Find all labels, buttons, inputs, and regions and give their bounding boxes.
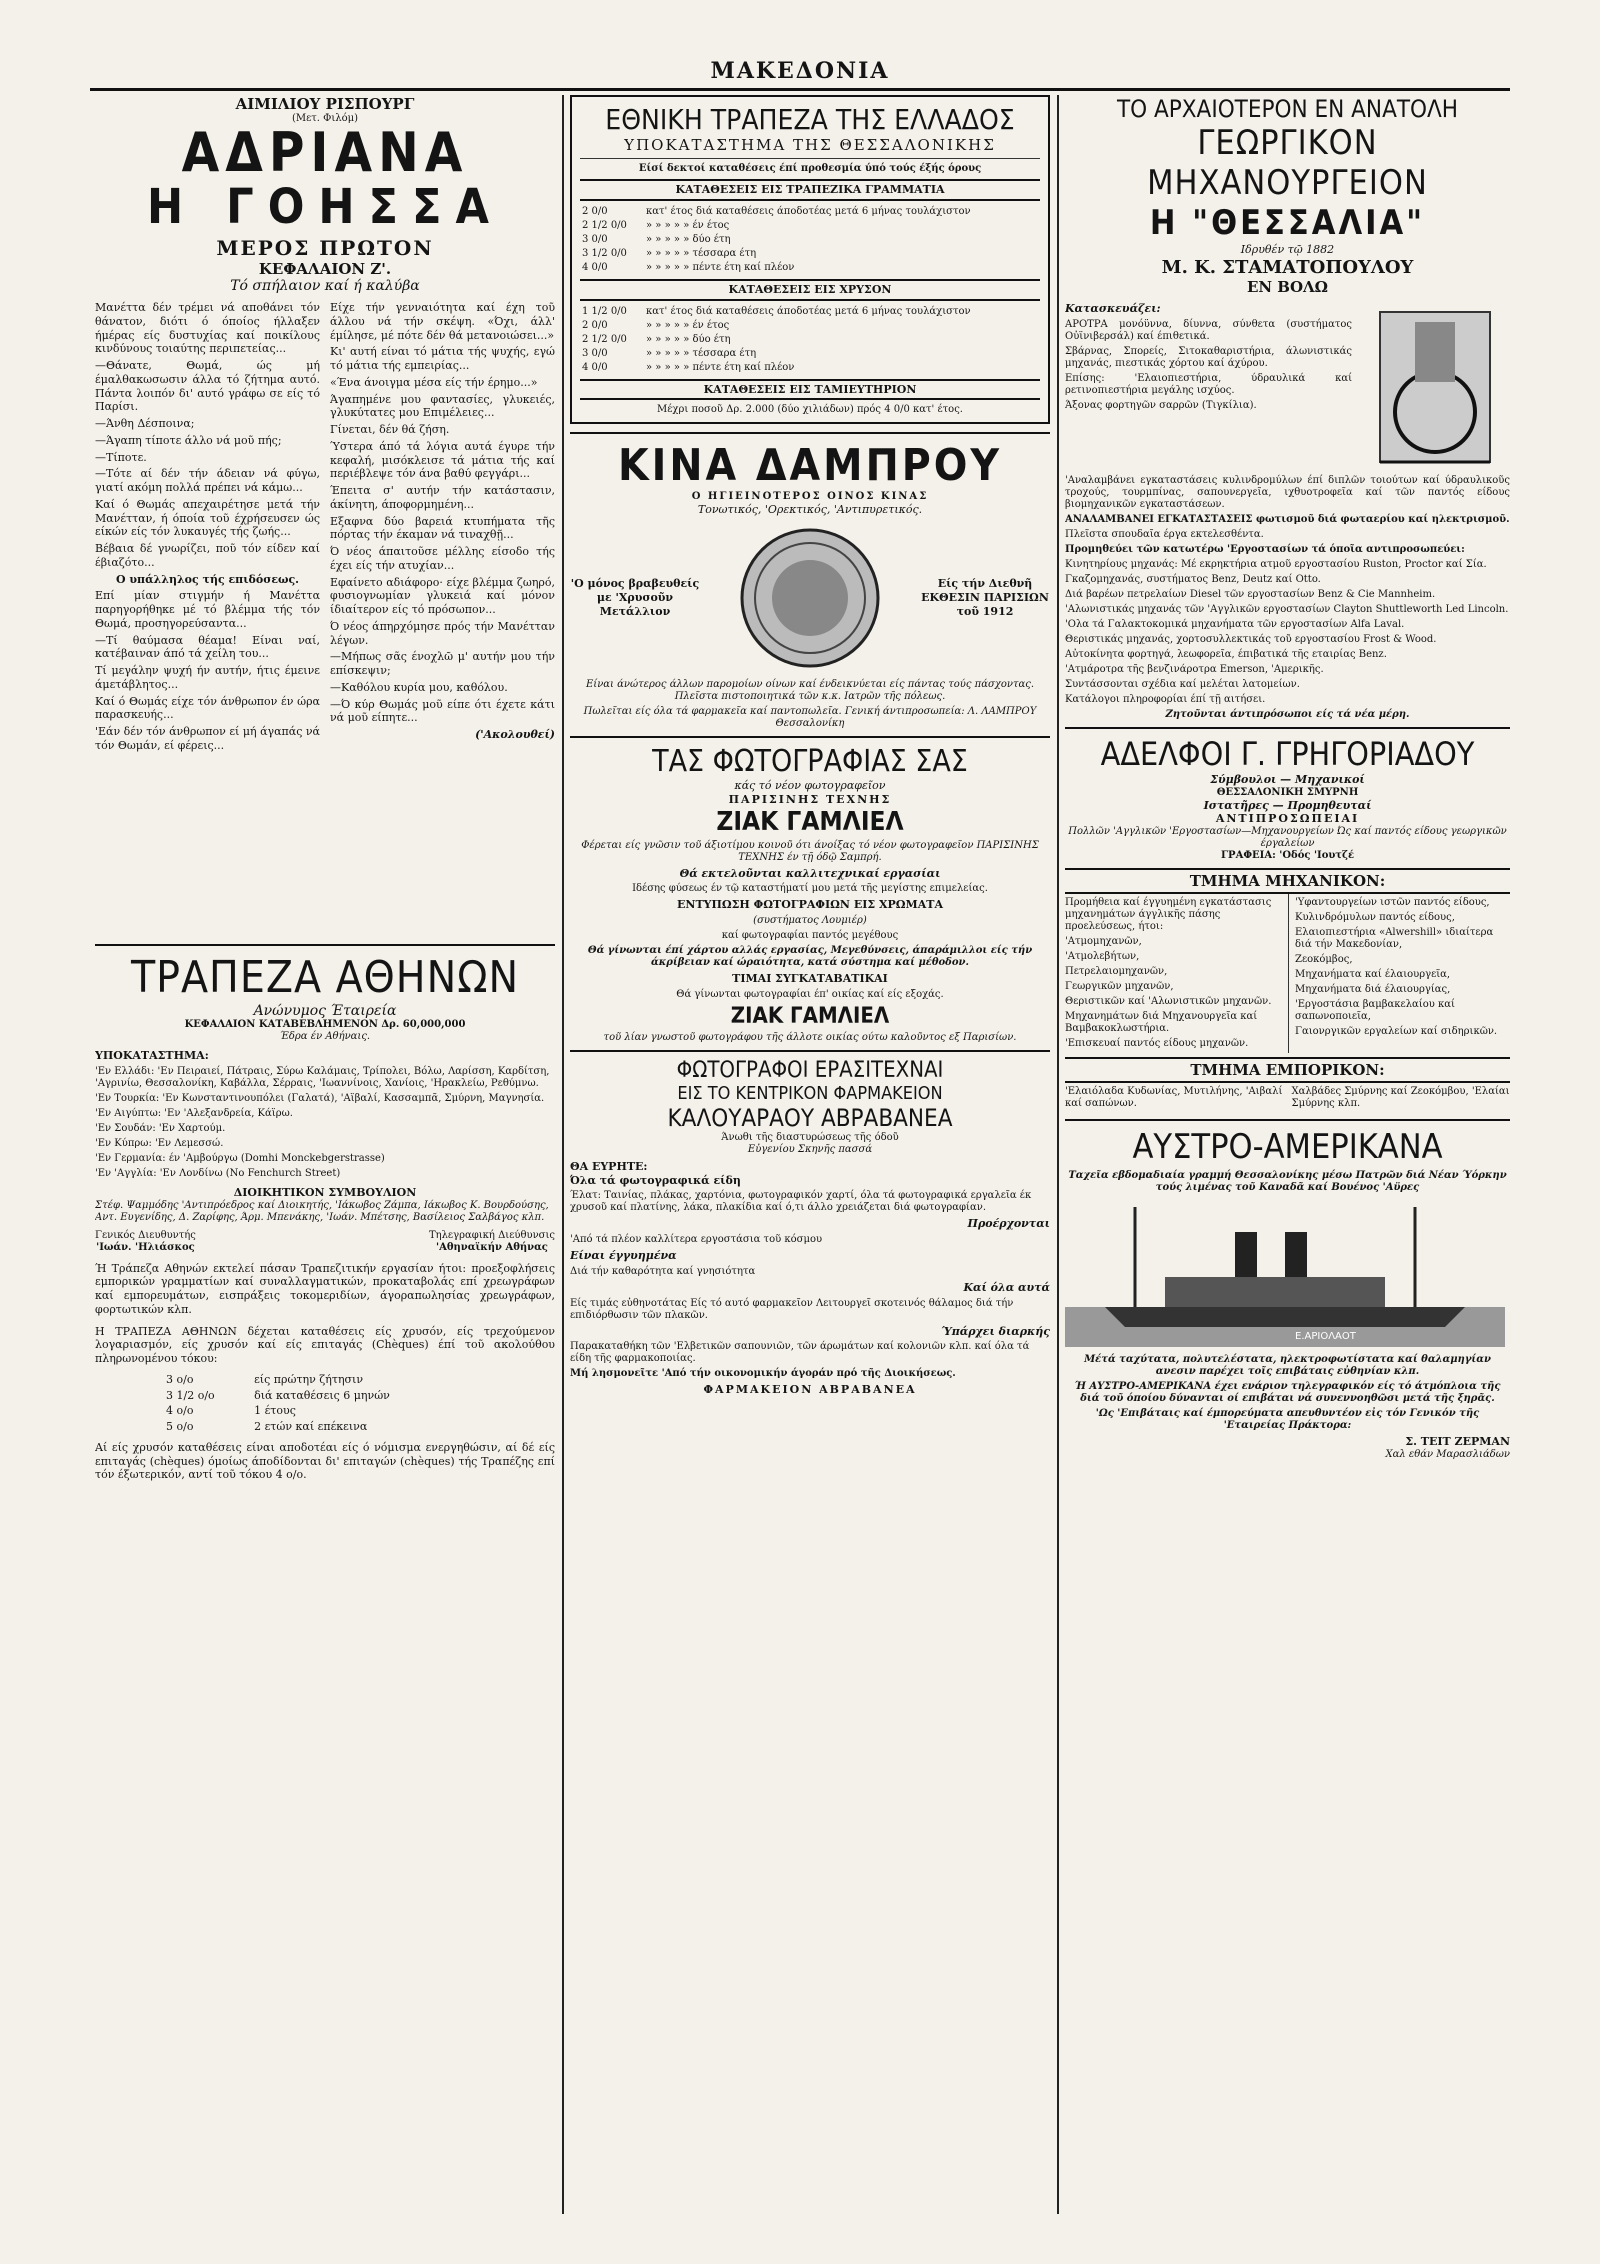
paragraph: Επί μίαν στιγμήν ή Μανέττα παρηγορήθηκε μέ τό βλέμμα τής τόν Θωμά, προσηγορεύσαντα... (95, 589, 320, 630)
list-item: Συντάσσονται σχέδια καί μελέται λατομείων. (1065, 678, 1300, 690)
national-bank-footer: Μέχρι ποσοῦ Δρ. 2.000 (δύο χιλιάδων) πρός 4 0/0 κατ' έτος. (657, 404, 963, 416)
rate: 2 0/0 (582, 205, 608, 217)
paragraph: —Άγαπη τίποτε άλλο νά μοῦ πής; (95, 433, 282, 447)
rate: 2 1/2 0/0 (582, 333, 627, 345)
list-item: 'Επισκευαί παντός είδους μηχανῶν. (1065, 1038, 1249, 1049)
list-item: Κυλινδρόμυλων παντός είδους, (1295, 912, 1455, 923)
list-item: 'Υφαντουργείων ιστῶν παντός είδους, (1295, 897, 1490, 908)
machine-illustration-icon (1360, 302, 1510, 472)
table-row (580, 219, 1040, 233)
paragraph: Κι' αυτή είναι τό μάτια τής ψυχής, εγώ τό μάτια τής εμπειρίας... (330, 345, 555, 373)
column-right (1065, 95, 1510, 2214)
photo-studio-ad (570, 744, 1050, 1044)
rate: 3 1/2 0/0 (582, 247, 627, 259)
brothers-mech-head: ΤΜΗΜΑ ΜΗΧΑΝΙΚΟΝ: (1065, 868, 1510, 894)
photos-special-sub: (συστήματος Λουμιέρ) (753, 915, 867, 926)
serial-author: ΑΙΜΙΛΙΟΥ ΡΙΣΠΟΥΡΓ (235, 95, 415, 113)
brothers-agency: ΑΝΤΙΠΡΟΣΩΠΕΙΑΙ (1215, 812, 1360, 826)
list-item: Κατάλογοι πληροφορίαι έπί τῇ αιτήσει. (1065, 693, 1266, 705)
pharmacy-find-detail: Έλατ: Ταινίας, πλάκας, χαρτόνια, φωτογραφικόν χαρτί, όλα τά φωτογραφικά εργαλεῖα έκ χρυσοῦ καί πλατίνης, λάκα, πλακίδια καί ό,τι άλλο χρειάζεται διά φωτογραφίαν. (570, 1190, 1032, 1214)
bank-athens-telegraph (429, 1230, 555, 1254)
austro-title: ΑΥΣΤΡΟ-ΑΜΕΡΙΚΑΝΑ (1132, 1127, 1443, 1167)
factory-ad (1065, 95, 1510, 721)
photos-line4: Θά γίνωνται έπί χάρτου αλλάς εργασίας, Μεγεθύνσεις, άπαράμιλλοι είς τήν άκρίβειαν καί ώραιότητα, κατά σύστημα καί μέθοδον. (587, 945, 1033, 968)
national-bank-intro: Είσί δεκτοί καταθέσεις έπί προθεσμία ύπό τούς έξής όρους (638, 163, 982, 174)
pharmacy-find-text: Όλα τά φωτογραφικά είδη (570, 1173, 741, 1187)
factory-owner: Μ. Κ. ΣΤΑΜΑΤΟΠΟΥΛΟΥ (1161, 256, 1414, 278)
paragraph: Γίνεται, δέν θά ζήση. (330, 423, 450, 437)
column-middle (570, 95, 1050, 2214)
divider (570, 736, 1050, 738)
table-row (164, 1419, 486, 1435)
kina-qualities: Τονωτικός, 'Ορεκτικός, 'Αντιπυρετικός. (697, 503, 923, 517)
list-item: Πλεῖστα σπουδαῖα έργα εκτελεσθέντα. (1065, 528, 1264, 540)
paragraph: —Μήπως σᾶς ένοχλῶ μ' αυτήν μου τήν επίσκεψιν; (330, 650, 555, 678)
pharmacy-offer3-text: Είς τιμάς εὐθηνοτάτας Είς τό αυτό φαρμακεῖον Λειτουργεῖ σκοτεινός θάλαμος διά τήν επιδιόρθωσιν τῶν πλακῶν. (570, 1297, 1014, 1321)
divider (1065, 727, 1510, 729)
national-bank-section2: ΚΑΤΑΘΕΣΕΙΣ ΕΙΣ ΧΡΥΣΟΝ (580, 279, 1040, 301)
term: 2 ετών καί επέκεινα (254, 1420, 368, 1434)
pharmacy-title1: ΦΩΤΟΓΡΑΦΟΙ ΕΡΑΣΙΤΕΧΝΑΙ (676, 1057, 944, 1083)
austro-agent: Σ. ΤΕΙΤ ΖΕΡΜΑΝ (1405, 1435, 1510, 1448)
bank-athens-branches (95, 1066, 555, 1180)
term: κατ' έτος διά καταθέσεις άποδοτέας μετά 6 μήνας τουλάχιστον (646, 205, 971, 217)
director-name: 'Ιωάν. 'Ηλιάσκος (96, 1241, 195, 1253)
photos-name: ΖΙΑΚ ΓΑΜΛΙΕΛ (716, 806, 904, 837)
pharmacy-offer4-text: Παρακαταθήκη τῶν 'Ελβετικῶν σαπουνιῶν, τῶν άρωμάτων καί κολονιῶν κλπ. καί όλα τά είδη τῆς φαρμακοποιίας. (570, 1341, 1030, 1365)
column-left (95, 95, 555, 2214)
list-item: 'Αναλαμβάνει εγκαταστάσεις κυλινδρομύλων έπί διπλῶν τοιούτων καί ύδραυλικοῦς τροχούς, τουρμπίνας, σαπουνεργεῖα, ιχθυοτροφεῖα καί τῶν παντός είδους βιομηχανικῶν εγκαταστάσεων. (1065, 474, 1510, 510)
paragraph: Ό νέος άπαιτοῦσε μέλλης είσοδο τής έχει είς τήν ατυχίαν... (330, 545, 555, 572)
brothers-trade-right: Χαλβάδες Σμύρνης καί Ζεοκόμβου, 'Ελαίαι Σμύρνης κλπ. (1291, 1086, 1510, 1109)
pharmacy-offer4: Ύπάρχει διαρκής (941, 1324, 1050, 1338)
serial-part: ΜΕΡΟΣ ΠΡΩΤΟΝ (216, 236, 434, 261)
list-item: 'Εν Γερμανία: έν 'Αμβούργω (Domhi Monckebgerstrasse) (95, 1152, 385, 1164)
newspaper-title: ΜΑΚΕΔΟΝΙΑ (710, 58, 890, 84)
pharmacy-find-head: ΘΑ ΕΥΡΗΤΕ: (570, 1159, 648, 1173)
rate: 3 0/0 (582, 347, 608, 359)
kina-tagline: Ο ΗΓΙΕΙΝΟΤΕΡΟΣ ΟΙΝΟΣ ΚΙΝΑΣ (691, 491, 929, 503)
photos-title: ΤΑΣ ΦΩΤΟΓΡΑΦΙΑΣ ΣΑΣ (652, 744, 968, 779)
paragraph: —Καθόλου κυρία μου, καθόλου. (330, 680, 508, 694)
paragraph: —Άνθη Δέσποινα; (95, 417, 195, 431)
list-item: Γεωργικῶν μηχανῶν, (1065, 981, 1174, 992)
divider (570, 1050, 1050, 1052)
rate: 4 0/0 (582, 261, 608, 273)
brothers-mech-lists (1065, 894, 1510, 1053)
table-row (164, 1403, 486, 1419)
national-bank-title: ΕΘΝΙΚΗ ΤΡΑΠΕΖΑ ΤΗΣ ΕΛΛΑΔΟΣ (605, 103, 1015, 136)
list-item: ΑΡΟΤΡΑ μονόϋννα, δίυννα, σύνθετα (συστήματος Οὐϊνιβερσάλ) καί έπιθετικά. (1065, 318, 1352, 342)
pharmacy-offer1: Προέρχονται (967, 1217, 1050, 1231)
photos-subtitle: κάς τό νέον φωτογραφεῖον (734, 779, 886, 792)
serial-continued: ('Ακολουθεί) (475, 728, 555, 742)
photos-name-2: ΖΙΑΚ ΓΑΜΛΙΕΛ (730, 1003, 890, 1029)
list-item: 'Εν 'Αγγλία: 'Εν Λονδίνω (No Fenchurch Street) (95, 1167, 341, 1179)
photos-footer: τοῦ λίαν γνωστοῦ φωτογράφου τῆς άλλοτε οικίας ούτω καλοῦντος εξ Παρισίων. (603, 1031, 1017, 1043)
term: είς πρώτην ζήτησιν (254, 1372, 364, 1386)
list-item: Μηχανήματα διά έλαιουργίας, (1295, 984, 1451, 995)
bank-athens-body: Ή Τράπεζα Αθηνών εκτελεί πάσαν Τραπεζιτικήν εργασίαν ήτοι: προεξοφλήσεις εμπορικών γραμματίων καί συναλλαγματικών, προκαταβολάς επί χρεωγράφων καί εμπορευμάτων, εισπράξεις τοκομεριδίων, άγοραπωλησίας χρεωγράφων, φορτωτικών κλπ. (95, 1261, 555, 1316)
kina-left-caption: 'Ο μόνος βραβευθείς με 'Χρυσοῦν Μετάλλιον (570, 577, 700, 618)
list-item: Σβάρνας, Σπορείς, Σιτοκαθαριστήρια, άλωνιστικάς μηχανάς, πιεστικάς χόρτου καί άχύρου. (1065, 345, 1352, 369)
serial-title-line1: ΑΔΡΙΑΝΑ (181, 121, 469, 184)
list-item: Άξονας φορτηγῶν σαρρῶν (Τιγκίλια). (1065, 399, 1257, 411)
national-bank-subtitle: ΥΠΟΚΑΤΑΣΤΗΜΑ ΤΗΣ ΘΕΣΣΑΛΟΝΙΚΗΣ (624, 136, 996, 154)
serial-chapter: ΚΕΦΑΛΑΙΟΝ Ζ'. (258, 260, 392, 279)
pharmacy-street: Εὐγενίου Σκηνῆς πασσά (747, 1143, 873, 1155)
term: » » » » » έν έτος (646, 219, 730, 231)
photos-line2: Ιδέσης φύσεως έν τῷ καταστήματί μου μετά τῆς μεγίστης επιμελείας. (632, 883, 988, 895)
rate: 3 0/0 (582, 233, 608, 245)
national-bank-section1: ΚΑΤΑΘΕΣΕΙΣ ΕΙΣ ΤΡΑΠΕΖΙΚΑ ΓΡΑΜΜΑΤΙΑ (580, 179, 1040, 201)
term: 1 έτους (254, 1404, 296, 1418)
brothers-subtitle: Σύμβουλοι — Μηχανικοί (1210, 772, 1365, 786)
factory-title3: Η "ΘΕΣΣΑΛΙΑ" (1149, 203, 1426, 243)
list-item: 'Εν Ελλάδι: 'Εν Πειραιεί, Πάτραις, Σύρω Καλάμαις, Τρίπολει, Βόλω, Λαρίσση, Καρδίτση, 'Αγρινίω, Θεσσαλονίκη, Καβάλλα, Σέρραις, 'Ιωαννίνοις, Χανίοις, 'Ηρακλείω, Ρεθύμνω. (95, 1065, 550, 1089)
steamship-illustration-icon (1065, 1197, 1505, 1347)
paragraph: Έπειτα σ' αυτήν τήν κατάστασιν, άκίνητη, άποφορμημένη... (330, 484, 555, 511)
serial-novel (95, 95, 555, 938)
pharmacy-ad (570, 1058, 1050, 1397)
term: » » » » » τέσσαρα έτη (646, 347, 757, 359)
paragraph: —Τότε αί δέν τήν άδειαν νά φύγω, γιατί ακόμη πολλά πρέπει νά κάμω... (95, 467, 320, 495)
austro-body: Μέτά ταχύτατα, πολυτελέστατα, ηλεκτροφωτίστατα καί θαλαμηγίαν ανεσιν παρέχει τοῖς επιβάταις εὐθηνίαν κλπ. (1084, 1354, 1491, 1377)
table-row (580, 261, 1040, 275)
serial-text (95, 298, 555, 938)
brothers-mech-right (1288, 894, 1510, 1053)
pharmacy-offer2: Είναι έγγυημένα (570, 1249, 677, 1262)
rate: 2 1/2 0/0 (582, 219, 627, 231)
pharmacy-offer1-text: 'Από τά πλέον καλλίτερα εργοστάσια τοῦ κόσμου (570, 1234, 823, 1245)
list-item: 'Ολα τά Γαλακτοκομικά μηχανήματα τῶν εργοστασίων Alfa Laval. (1065, 618, 1405, 630)
table-row (580, 247, 1040, 261)
brothers-cities: ΘΕΣΣΑΛΟΝΙΚΗ ΣΜΥΡΝΗ (1216, 786, 1359, 798)
rate: 5 ο/ο (166, 1420, 194, 1434)
table-row (580, 305, 1040, 319)
kina-medal-row (570, 523, 1050, 673)
term: » » » » » έν έτος (646, 319, 730, 331)
kina-body: Είναι άνώτερος άλλων παρομοίων οίνων καί ένδεικνύεται είς πάντας τούς πάσχοντας. Πλεῖστα πιστοποιητικά τῶν κ.κ. Ιατρῶν τῆς πόλεως. (585, 679, 1035, 702)
paragraph: Τί μεγάλην ψυχή ήν αυτήν, ήτις έμεινε άμετάβλητος... (95, 664, 320, 691)
term: » » » » » δύο έτη (646, 333, 731, 345)
kina-right-caption: Είς τήν Διεθνῆ ΕΚΘΕΣΙΝ ΠΑΡΙΣΙΩΝ τοῦ 1912 (921, 577, 1049, 618)
paragraph: 'Εάν δέν τόν άνθρωπον εί μή άγαπάς νά τόν Θωμάν, εί φέρεις... (95, 725, 320, 752)
bank-athens-subtitle: Ανώνυμος Έταιρεία (253, 1003, 397, 1020)
photos-special: ΕΝΤΥΠΩΣΗ ΦΩΤΟΓΡΑΦΙΩΝ ΕΙΣ ΧΡΩΜΑΤΑ (677, 898, 943, 912)
factory-title2: ΓΕΩΡΓΙΚΟΝ ΜΗΧΑΝΟΥΡΓΕΙΟΝ (1147, 123, 1428, 203)
rate: 3 1/2 ο/ο (166, 1388, 215, 1402)
paragraph: «Ένα άνοιγμα μέσα είς τήν έρημο...» (330, 375, 538, 389)
list-item: Θεριστικάς μηχανάς, χορτοσυλλεκτικάς τοῦ εργοστασίου Frost & Wood. (1065, 633, 1437, 645)
paragraph: Είχε τήν γενναιότητα καί έχη τοῦ άλλου νά τήν σκέψη. «Όχι, άλλ' έμίλησε, μέ πότε δέν θά μετανοιώσει...» (330, 301, 555, 342)
national-bank-rates1 (580, 205, 1040, 275)
paragraph: Μανέττα δέν τρέμει νά αποθάνει τόν θάνατον, διότι ό όποίος ήλλαξεν ήμέρας είς δυστυχίας καί ποικίλους κινδύνους τοιαύτης περιπετείας... (95, 301, 320, 356)
rate: 2 0/0 (582, 319, 608, 331)
list-item: 'Ατμάροτρα τῆς βενζινάροτρα Emerson, 'Αμερικῆς. (1065, 663, 1324, 675)
bank-athens-capital: ΚΕΦΑΛΑΙΟΝ ΚΑΤΑΒΕΒΛΗΜΕΝΟΝ Δρ. 60,000,000 (184, 1019, 466, 1031)
bank-athens-ad (95, 952, 555, 1482)
kina-footer: Πωλεῖται είς όλα τά φαρμακεῖα καί παντοπωλεῖα. Γενική άντιπροσωπεία: Λ. ΛΑΜΠΡΟΥ Θεσσαλονίκη (583, 706, 1037, 729)
brothers-trade-row (1065, 1083, 1510, 1113)
national-bank-rates2 (580, 305, 1040, 375)
paragraph: Καί ό Θωμάς απεχαιρέτησε μετά τήν Μανέτταν, ή όποία τοῦ έχρήσευσεν ώς είκών είς τόν λυκαυγές τής ζωής... (95, 497, 320, 539)
director-label: Γενικός Διευθυντής (95, 1229, 196, 1241)
paragraph: Βέβαια δέ γνωρίζει, ποῦ τόν είδεν καί έβιαζότο... (95, 542, 320, 569)
factory-agency-head: Προμηθεύει τῶν κατωτέρω 'Εργοστασίων τά όποῖα αντιπροσωπεύει: (1065, 543, 1465, 555)
pharmacy-title3: ΚΑΛΟΥΑΡΑΟΥ ΑΒΡΑΒΑΝΕΑ (667, 1103, 953, 1132)
list-item: Διά βαρέων πετρελαίων Diesel τῶν εργοστασίων Benz & Cie Mannheim. (1065, 588, 1436, 600)
austro-agent-addr: Χαλ εθάν Μαρασλιάδων (1385, 1448, 1510, 1460)
pharmacy-sign: ΦΑΡΜΑΚΕΙΟΝ ΑΒΡΑΒΑΝΕΑ (703, 1383, 917, 1397)
pharmacy-offer3: Καί όλα αυτά (963, 1280, 1050, 1294)
telegraph-label: Τηλεγραφική Διεύθυνσις (428, 1229, 555, 1241)
term: » » » » » τέσσαρα έτη (646, 247, 757, 259)
divider (570, 432, 1050, 434)
paragraph: Ό νέος άπηρχόμησε πρός τήν Μανέτταν λέγων. (330, 619, 555, 647)
term: » » » » » πέντε έτη καί πλέον (646, 361, 795, 373)
term: διά καταθέσεις 6 μηνών (254, 1388, 390, 1402)
table-row (580, 233, 1040, 247)
serial-translator: (Μετ. Φιλόμ) (291, 113, 359, 124)
table-row (580, 319, 1040, 333)
paragraph: —Ό κύρ Θωμάς μοῦ είπε ότι έχετε κάτι νά μοῦ είπητε... (330, 697, 555, 725)
serial-text-right (330, 298, 555, 938)
list-item: 'Αλωνιστικάς μηχανάς τῶν 'Αγγλικῶν εργοστασίων Clayton Shuttleworth Led Lincoln. (1065, 603, 1509, 615)
factory-founded: Ιδρυθέν τῷ 1882 (1240, 243, 1335, 256)
rate: 1 1/2 0/0 (582, 305, 627, 317)
divider (1065, 1119, 1510, 1121)
paragraph: Εφαίνετο αδιάφορο· είχε βλέμμα ζωηρό, φυσιογνωμίαν γλυκειά καί μόνον ίδιαίτερον είς τό πρόσωπον... (330, 575, 555, 617)
list-item: Ζεοκόμβος, (1295, 954, 1353, 965)
list-item: Γαιονργικῶν εργαλείων καί σιδηρικῶν. (1295, 1026, 1498, 1037)
serial-title-line2: Η ΓΟΗΣΣΑ (147, 178, 503, 235)
paragraph: Εξαφνα δύο βαρειά κτυπήματα τῆς πόρτας τήν έκαμαν νά τιναχθῇ... (330, 514, 555, 542)
serial-section-head: Ο υπάλληλος τής επιδόσεως. (115, 572, 300, 586)
list-item: Ελαιοπιεστήρια «Alwershill» ιδιαίτερα διά τήν Μακεδονίαν, (1295, 927, 1494, 950)
photos-line3: καί φωτογραφίαι παντός μεγέθους (721, 930, 899, 941)
table-row (580, 333, 1040, 347)
bank-athens-seat: Έδρα έν Αθήναις. (279, 1031, 371, 1043)
term: » » » » » δύο έτη (646, 233, 731, 245)
paragraph: —Τί θαύμασα θέαμα! Είναι ναί, κατέβαιναν άπό τά χείλη του... (95, 633, 320, 661)
list-item: 'Εν Σουδάν: 'Εν Χαρτούμ. (95, 1122, 226, 1134)
list-item: Προμήθεια καί έγγυημένη εγκατάστασις μηχανημάτων άγγλικῆς πάσης προελεύσεως, ήτοι: (1065, 897, 1272, 932)
grigoriadou-ad (1065, 735, 1510, 1113)
list-item: Θεριστικῶν καί 'Αλωνιστικῶν μηχανῶν. (1065, 996, 1272, 1007)
pharmacy-subtitle: Άνωθι τῆς διαστυρώσεως τῆς όδοῦ (721, 1131, 899, 1143)
bank-athens-director (95, 1230, 196, 1254)
paragraph: —Θάνατε, Θωμά, ώς μή έμαλθακωσωσιν άλλα τό ζήτημα αυτό. Πάντα λοιπόν δι' αυτό γράφω σε είς τό Παρίσι. (95, 359, 320, 414)
list-item: 'Εν Τουρκία: 'Εν Κωνσταντινουπόλει (Γαλατά), 'Αϊβαλί, Κασσαμπᾶ, Σμύρνη, Μαγνησία. (95, 1092, 545, 1104)
national-bank-section3: ΚΑΤΑΘΕΣΕΙΣ ΕΙΣ ΤΑΜΙΕΥΤΗΡΙΟΝ (580, 379, 1040, 401)
list-item: Αὐτοκίνητα φορτηγά, λεωφορεῖα, έπιβατικά τῆς εταιρίας Benz. (1065, 648, 1387, 660)
brothers-trade-head: ΤΜΗΜΑ ΕΜΠΟΡΙΚΟΝ: (1065, 1057, 1510, 1083)
bank-athens-rates (164, 1372, 486, 1435)
ship-name-label: Ε.ΑΡΙΟΛΑΟΤ (1295, 1331, 1356, 1342)
list-item: Μηχανήματα καί έλαιουργεῖα, (1295, 969, 1451, 980)
brothers-trade-left: 'Ελαιόλαδα Κυδωνίας, Μυτιλήνης, 'Αιβαλί καί σαπώνων. (1065, 1086, 1283, 1109)
austro-americana-ad (1065, 1127, 1510, 1461)
rate: 4 ο/ο (166, 1404, 194, 1418)
paragraph: Άγαπημένε μου φαντασίες, γλυκειές, γλυκύτατες μου Επιμέλειες... (330, 392, 555, 420)
list-item: Γκαζομηχανάς, συστήματος Benz, Deutz καί Otto. (1065, 573, 1321, 585)
column-rule (562, 95, 564, 2214)
list-item: 'Ατμολεβήτων, (1065, 951, 1140, 962)
list-item: 'Εργοστάσια βαμβακελαίου καί σαπωνοποιεῖα, (1295, 999, 1455, 1022)
brothers-roles: Ιστατῆρες — Προμηθευταί (1203, 798, 1372, 812)
bank-athens-deposits: Η ΤΡΑΠΕΖΑ ΑΘΗΝΩΝ δέχεται καταθέσεις είς χρυσόν, είς τρεχούμενον λογαριασμόν, είς χρυσόν καί είς επιταγάς (Chèques) έπί τοῦ ακολούθου πληρωνομένου τόκου: (95, 1324, 555, 1366)
bank-athens-board: Στέφ. Ψαμμόδης 'Αντιπρόεδρος καί Διοικητής, 'Ιάκωβος Ζάμπα, Ιάκωβος Κ. Βουρδούσης, Αντ. Ευγενίδης, Δ. Ζαρίφης, Άρμ. Μπενάκης, 'Ιωάν. Μπέτσης, Βασίλειος Σαλβάγος κλπ. (95, 1199, 549, 1223)
telegraph-value: 'Αθηναϊκήν Αθήνας (436, 1241, 548, 1253)
bank-athens-title: ΤΡΑΠΕΖΑ ΑΘΗΝΩΝ (130, 952, 520, 1004)
bank-athens-footer: Αί είς χρυσόν καταθέσεις είναι αποδοτέαι είς ό νόμισμα ενεργηθώσιν, αί δέ είς επιταγάς (chèques) όμοίως άποδίδονται δι' επιταγών (chèques) τής Τραπέζης επί τόν έξωτερικόν, αντί τοῦ τόκου 4 ο/ο. (95, 1440, 555, 1482)
photos-prices: ΤΙΜΑΙ ΣΥΓΚΑΤΑΒΑΤΙΚΑΙ (732, 972, 888, 985)
list-item: Πετρελαιομηχανῶν, (1065, 966, 1168, 977)
term: κατ' έτος διά καταθέσεις άποδοτέας μετά 6 μήνας τουλάχιστον (646, 305, 971, 317)
divider (95, 944, 555, 946)
factory-location: ΕΝ ΒΟΛΩ (1246, 277, 1329, 296)
photos-intro: Φέρεται είς γνῶσιν τοῦ άξιοτίμου κοινοῦ ότι άνοίξας τό νέον φωτογραφεῖον ΠΑΡΙΣΙΝΗΣ ΤΕΧΝΗΣ έν τῇ όδῷ Σαμπρή. (581, 839, 1039, 863)
list-item: 'Ατμομηχανῶν, (1065, 936, 1142, 947)
rate: 4 0/0 (582, 361, 608, 373)
photos-line1: Θά εκτελοῦνται καλλιτεχνικαί εργασίαι (679, 866, 941, 880)
pharmacy-offer2-text: Διά τήν καθαρότητα καί γνησιότητα (570, 1265, 756, 1277)
list-item: 'Εν Αιγύπτω: 'Εν 'Αλεξανδρεία, Κάϊρω. (95, 1107, 293, 1119)
column-rule (1057, 95, 1059, 2214)
bank-athens-branches-head: ΥΠΟΚΑΤΑΣΤΗΜΑ: (95, 1049, 209, 1063)
factory-manufactures-head: Κατασκευάζει: (1065, 301, 1161, 315)
table-row (580, 361, 1040, 375)
photos-art: ΠΑΡΙΣΙΝΗΣ ΤΕΧΝΗΣ (728, 792, 892, 806)
serial-text-left (95, 298, 320, 938)
pharmacy-title2: ΕΙΣ ΤΟ ΚΕΝΤΡΙΚΟΝ ΦΑΡΜΑΚΕΙΟΝ (677, 1082, 943, 1104)
table-row (580, 205, 1040, 219)
brothers-mech-left (1065, 894, 1280, 1053)
bank-athens-board-head: ΔΙΟΙΚΗΤΙΚΟΝ ΣΥΜΒΟΥΛΙΟΝ (233, 1185, 417, 1199)
austro-body-2: Ή ΑΥΣΤΡΟ-ΑΜΕΡΙΚΑΝΑ έχει ενάριον τηλεγραφικόν είς τό άτμόπλοια τῆς διά τοῦ όποίου δύνανται οί επιβάται νά συνεννοηθῶσι μετά τῆς ξηρᾶς. (1074, 1381, 1501, 1404)
paragraph: —Τίποτε. (95, 450, 147, 464)
brothers-agency-text: Πολλῶν 'Αγγλικῶν 'Εργοστασίων—Μηχανουργείων Ώς καί παντός είδους γεωργικῶν έργαλείων (1068, 826, 1507, 849)
term: » » » » » πέντε έτη καί πλέον (646, 261, 795, 273)
list-item: ΑΝΑΛΑΜΒΑΝΕΙ ΕΓΚΑΤΑΣΤΑΣΕΙΣ φωτισμοῦ διά φωταερίου καί ηλεκτρισμοῦ. (1065, 513, 1510, 525)
factory-footer: Ζητοῦνται άντιπρόσωποι είς τά νέα μέρη. (1165, 708, 1410, 720)
list-item: Μηχανημάτων διά Μηχανουργεῖα καί Βαμβακοκλωστήρια. (1065, 1011, 1258, 1034)
list-item: Κινητηρίους μηχανάς: Μέ εκρηκτήρια ατμοῦ εργοστασίου Ruston, Proctor καί Σία. (1065, 558, 1487, 570)
table-row (164, 1388, 486, 1404)
factory-items (1065, 302, 1352, 472)
brothers-title: ΑΔΕΛΦΟΙ Γ. ΓΡΗΓΟΡΙΑΔΟΥ (1100, 734, 1475, 773)
factory-title1: ΤΟ ΑΡΧΑΙΟΤΕΡΟΝ ΕΝ ΑΝΑΤΟΛΗ (1116, 95, 1459, 123)
bank-athens-contacts (95, 1230, 555, 1254)
national-bank-ad (570, 95, 1050, 424)
austro-body-3: 'Ως 'Επιβάταις καί έμπορεύματα απευθυντέον εἰς τόν Γενικόν τῆς 'Εταιρείας Πράκτορα: (1095, 1408, 1480, 1431)
photos-line5: Θά γίνωνται φωτογραφίαι έπ' οικίας καί είς εξοχάς. (676, 988, 944, 1000)
divider (580, 158, 1040, 159)
austro-subtitle: Ταχεῖα εβδομαδιαία γραμμή Θεσσαλονίκης μέσω Πατρῶν διά Νέαν Ύόρκην τούς λιμένας τοῦ Καναδᾶ καί Βουένος 'Αϋρες (1068, 1170, 1507, 1193)
factory-items-more (1065, 475, 1510, 721)
factory-body-row (1065, 302, 1510, 472)
kina-title: ΚΙΝΑ ΔΑΜΠΡΟΥ (617, 440, 1003, 492)
rate: 3 ο/ο (166, 1372, 194, 1386)
kina-lamprou-ad (570, 440, 1050, 730)
pharmacy-footer-text: Μή λησμονεῖτε 'Από τήν οικονομικήν άγοράν πρό τῆς Διοικήσεως. (570, 1368, 956, 1380)
masthead (90, 58, 1510, 91)
list-item: 'Εν Κύπρω: 'Εν Λεμεσσώ. (95, 1137, 224, 1149)
serial-subtitle: Τό σπήλαιον καί ή καλύβα (230, 278, 420, 295)
medal-icon (725, 523, 895, 673)
table-row (164, 1372, 486, 1388)
paragraph: Καί ό Θωμάς είχε τόν άνθρωπον έν ώρα παρασκευής... (95, 694, 320, 722)
brothers-office: ΓΡΑΦΕΙΑ: 'Οδός 'Ιουτζέ (1220, 850, 1355, 861)
table-row (580, 347, 1040, 361)
list-item: Επίσης: 'Ελαιοπιεστήρια, ύδραυλικά καί ρετινοπιεστήρια μεγάλης ισχύος. (1065, 372, 1352, 396)
paragraph: Ύστερα άπό τά λόγια αυτά έγυρε τήν κεφαλή, μισόκλεισε τά μάτια τής καί περιέβλεψε τόν άνα βαθύ φεγγάρι... (330, 439, 555, 481)
